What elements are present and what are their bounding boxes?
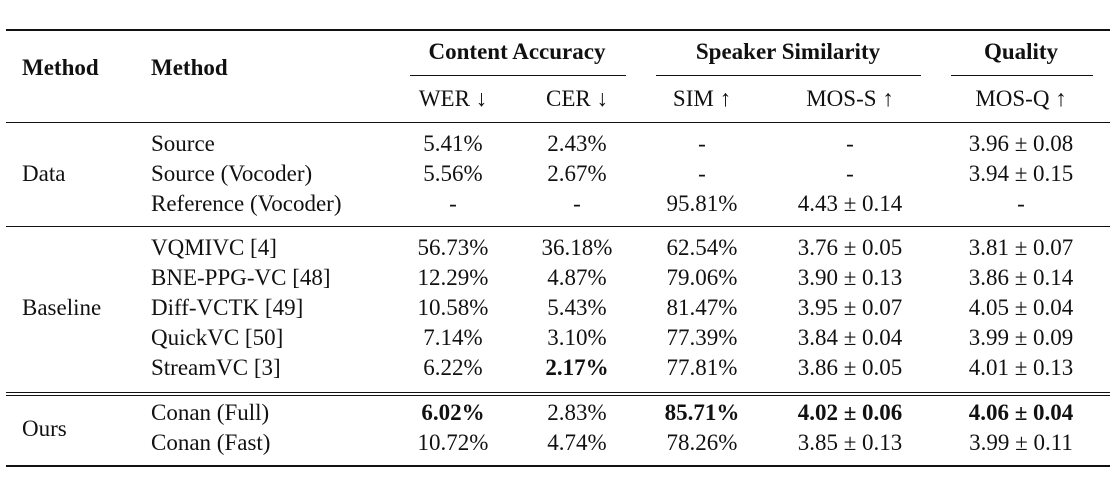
value-cell: 10.58% [417,295,489,320]
value-cell: 2.67% [547,161,607,186]
value-cell: 3.84 ± 0.04 [797,325,903,350]
header-group-speaker-similarity: Speaker Similarity [695,39,881,64]
header-rule [6,122,1110,123]
value-cell: 3.81 ± 0.07 [968,235,1074,260]
value-cell: 2.83% [547,400,607,425]
value-cell: 3.99 ± 0.11 [969,430,1073,455]
header-group-content-accuracy: Content Accuracy [428,39,606,64]
value-cell: - [698,131,706,156]
value-cell: 4.01 ± 0.13 [968,355,1074,380]
value-cell: 95.81% [666,191,738,216]
section-rule [6,392,1110,393]
header-metric-mos-s: MOS-S ↑ [806,86,894,111]
value-cell: 62.54% [666,235,738,260]
value-cell: 4.74% [547,430,607,455]
method-name: VQMIVC [4] [151,235,277,260]
value-cell: 81.47% [666,295,738,320]
value-cell: 10.72% [417,430,489,455]
value-cell: 77.39% [666,325,738,350]
method-name: StreamVC [3] [151,355,281,380]
value-cell: 4.05 ± 0.04 [968,295,1074,320]
header-group-quality: Quality [983,39,1059,64]
value-cell: - [449,191,457,216]
value-cell: 5.41% [423,131,483,156]
value-cell-best: 2.17% [545,355,609,380]
value-cell: 5.43% [547,295,607,320]
value-cell: 3.96 ± 0.08 [968,131,1074,156]
value-cell: 3.85 ± 0.13 [797,430,903,455]
value-cell: 79.06% [666,265,738,290]
value-cell: 3.99 ± 0.09 [968,325,1074,350]
value-cell: - [698,161,706,186]
value-cell: 4.87% [547,265,607,290]
value-cell: - [846,131,854,156]
group-label-ours: Ours [22,416,67,441]
method-name: Diff-VCTK [49] [151,295,304,320]
value-cell: 78.26% [666,430,738,455]
value-cell: 3.10% [547,325,607,350]
header-metric-wer: WER ↓ [418,86,488,111]
value-cell: 4.43 ± 0.14 [797,191,903,216]
value-cell: - [1017,191,1025,216]
value-cell: 7.14% [423,325,483,350]
value-cell: - [573,191,581,216]
value-cell: 3.94 ± 0.15 [968,161,1074,186]
value-cell-best: 6.02% [421,400,485,425]
value-cell: 77.81% [666,355,738,380]
value-cell: 12.29% [417,265,489,290]
group-label-baseline: Baseline [22,295,102,320]
value-cell-best: 4.02 ± 0.06 [797,400,903,425]
top-rule [6,29,1110,31]
value-cell-best: 85.71% [664,400,740,425]
header-metric-sim: SIM ↑ [672,86,732,111]
value-cell-best: 4.06 ± 0.04 [968,400,1074,425]
value-cell: 36.18% [541,235,613,260]
method-name: QuickVC [50] [151,325,284,350]
header-group-label: Method [22,55,99,80]
method-name: Source [151,131,215,156]
method-name: BNE-PPG-VC [48] [151,265,331,290]
cmidrule-content [410,75,626,76]
method-name: Reference (Vocoder) [151,191,342,216]
method-name: Source (Vocoder) [151,161,313,186]
value-cell: 3.90 ± 0.13 [797,265,903,290]
cmidrule-speaker [656,75,921,76]
value-cell: 5.56% [423,161,483,186]
header-metric-mos-q: MOS-Q ↑ [975,86,1067,111]
header-metric-cer: CER ↓ [546,86,608,111]
value-cell: 6.22% [423,355,483,380]
value-cell: 3.86 ± 0.05 [797,355,903,380]
value-cell: - [846,161,854,186]
value-cell: 3.95 ± 0.07 [797,295,903,320]
method-name: Conan (Fast) [151,430,271,455]
header-method-label: Method [151,55,228,80]
value-cell: 3.76 ± 0.05 [797,235,903,260]
cmidrule-quality [951,75,1093,76]
group-label-data: Data [22,161,66,186]
section-rule-double [6,395,1110,396]
section-rule [6,226,1110,227]
value-cell: 2.43% [547,131,607,156]
value-cell: 3.86 ± 0.14 [968,265,1074,290]
value-cell: 56.73% [417,235,489,260]
bottom-rule [6,465,1110,467]
method-name: Conan (Full) [151,400,270,425]
